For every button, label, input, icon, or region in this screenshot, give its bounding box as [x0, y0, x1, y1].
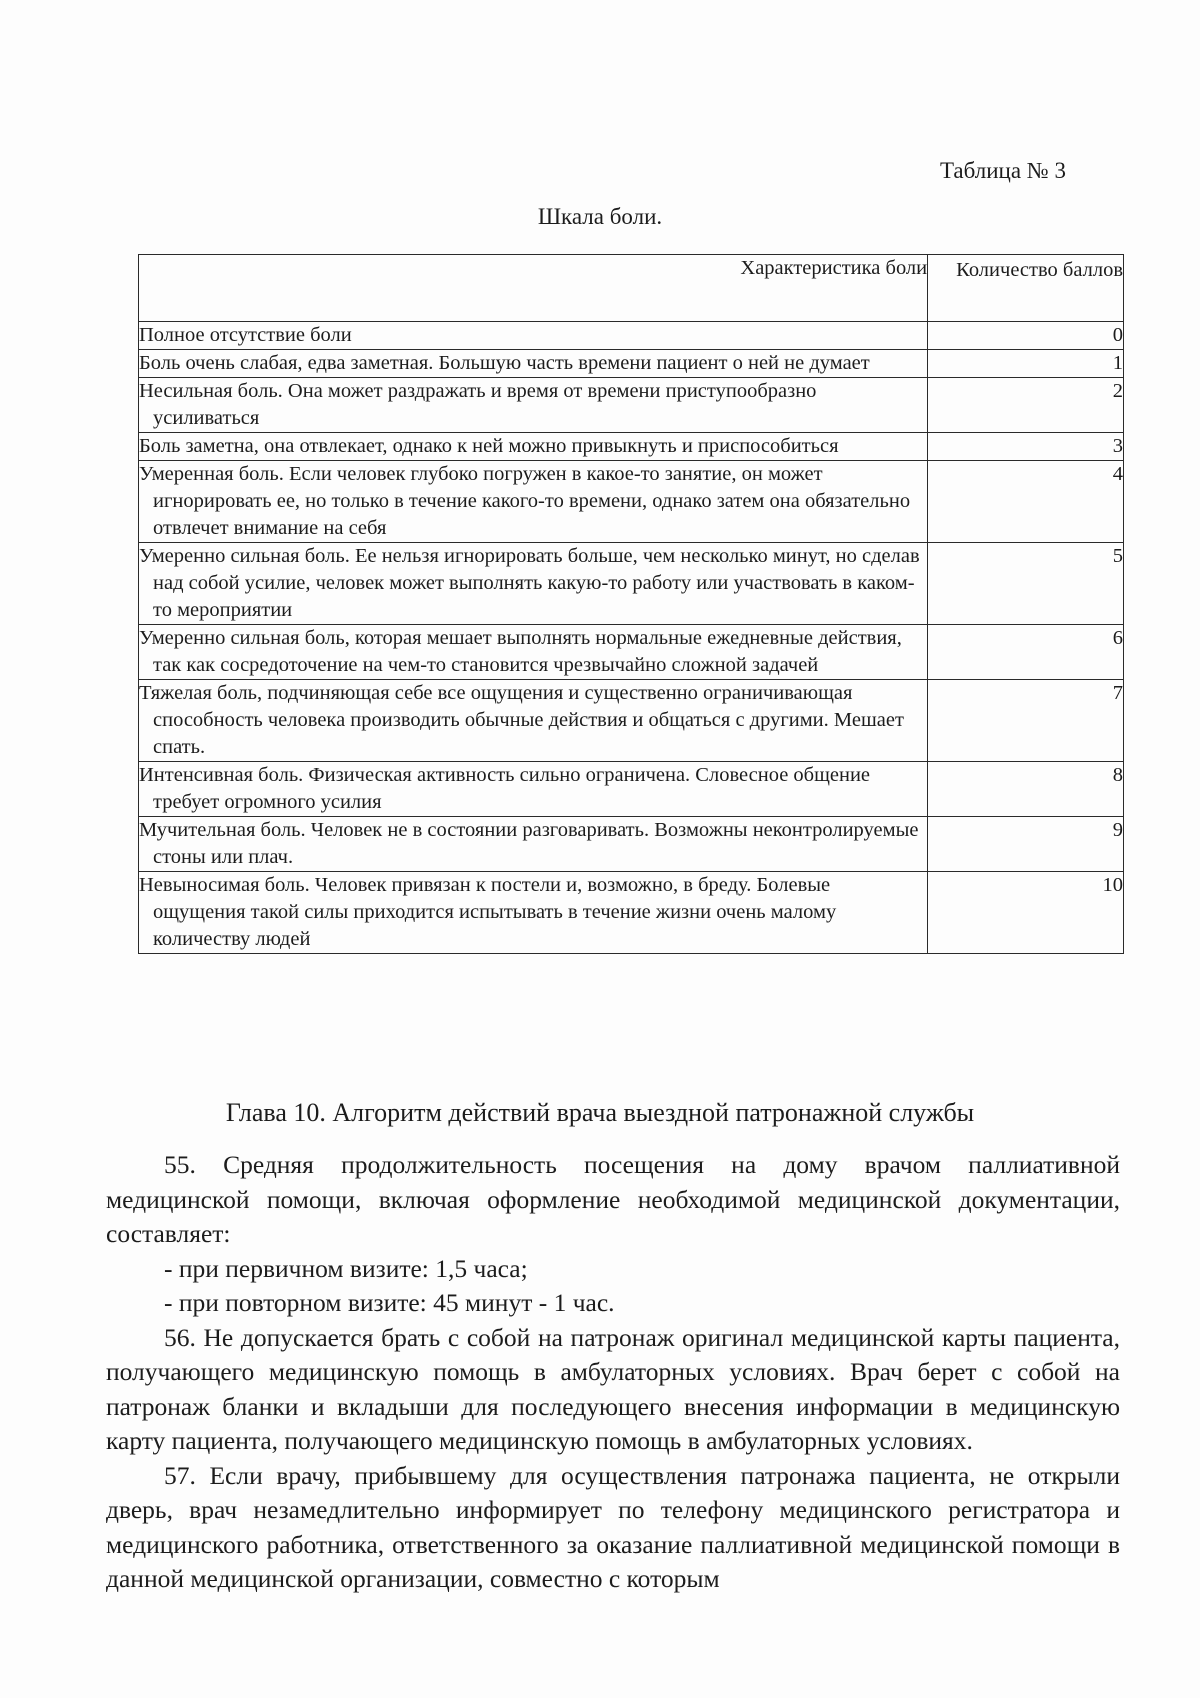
table-number: Таблица № 3 [939, 158, 1066, 183]
pain-description: Полное отсутствие боли [139, 324, 352, 346]
table-row [139, 322, 1124, 350]
list-item-repeat-visit: - при повторном визите: 45 минут - 1 час. [164, 1288, 615, 1317]
table-row [139, 872, 1124, 954]
pain-description-cell [139, 350, 928, 378]
table-row [139, 817, 1124, 872]
pain-description-cell [139, 872, 928, 954]
table-row [139, 350, 1124, 378]
pain-score: 0 [928, 322, 1124, 350]
pain-description-cell [139, 322, 928, 350]
paragraph-57: 57. Если врачу, прибывшему для осуществления патронажа пациента, не открыли дверь, врач незамедлительно информирует по телефону медицинского регистратора и медицинского работника, ответственного за оказание паллиативной медицинской помощи в данной медицинской организации, совместно с которым [106, 1460, 1120, 1593]
pain-description: Тяжелая боль, подчиняющая себе все ощущения и существенно ограничивающая способность человека производить обычные действия и общаться с другими. Мешает спать. [139, 682, 904, 758]
pain-description: Умеренная боль. Если человек глубоко погружен в какое-то занятие, он может игнорировать ее, но только в течение какого-то времени, однако затем она обязательно отвлечет внимание на себя [139, 463, 911, 539]
pain-description: Невыносимая боль. Человек привязан к постели и, возможно, в бреду. Болевые ощущения такой силы приходится испытывать в течение жизни очень малому количеству людей [139, 874, 837, 950]
chapter-heading: Глава 10. Алгоритм действий врача выездной патронажной службы [225, 1098, 975, 1127]
pain-score: 2 [928, 378, 1124, 433]
table-row [139, 461, 1124, 543]
table-row [139, 543, 1124, 625]
column-header-characteristic: Характеристика боли [139, 255, 928, 322]
pain-score: 5 [928, 543, 1124, 625]
pain-description-cell [139, 680, 928, 762]
pain-score: 8 [928, 762, 1124, 817]
pain-description: Умеренно сильная боль, которая мешает выполнять нормальные ежедневные действия, так как сосредоточение на чем-то становится чрезвычайно сложной задачей [139, 627, 902, 676]
pain-score: 6 [928, 625, 1124, 680]
pain-score: 1 [928, 350, 1124, 378]
table-row [139, 378, 1124, 433]
pain-description: Интенсивная боль. Физическая активность сильно ограничена. Словесное общение требует огромного усилия [139, 764, 871, 813]
pain-description-cell [139, 625, 928, 680]
list-item-first-visit: - при первичном визите: 1,5 часа; [164, 1253, 528, 1283]
pain-score: 4 [928, 461, 1124, 543]
table-row [139, 625, 1124, 680]
column-header-score: Количество баллов [928, 255, 1124, 322]
body-text [106, 1148, 1120, 1597]
paragraph-56: 56. Не допускается брать с собой на патронаж оригинал медицинской карты пациента, получающего медицинскую помощь в амбулаторных условиях. Врач берет с собой на патронаж бланки и вкладыши для последующего внесения информации в медицинскую карту пациента, получающего медицинскую помощь в амбулаторных условиях. [106, 1322, 1120, 1455]
pain-score: 9 [928, 817, 1124, 872]
pain-description-cell [139, 461, 928, 543]
pain-score: 7 [928, 680, 1124, 762]
table-header-row [139, 255, 1124, 322]
pain-description: Мучительная боль. Человек не в состоянии разговаривать. Возможны неконтролируемые стоны или плач. [139, 819, 919, 868]
pain-description-cell [139, 433, 928, 461]
pain-description-cell [139, 378, 928, 433]
pain-description: Умеренно сильная боль. Ее нельзя игнорировать больше, чем несколько минут, но сделав над собой усилие, человек может выполнять какую-то работу или участвовать в каком-то мероприятии [139, 545, 920, 621]
pain-description-cell [139, 762, 928, 817]
pain-description: Боль очень слабая, едва заметная. Большую часть времени пациент о ней не думает [139, 352, 870, 374]
table-title: Шкала боли. [537, 204, 663, 229]
pain-description-cell [139, 543, 928, 625]
table-row [139, 680, 1124, 762]
paragraph-55: 55. Средняя продолжительность посещения на дому врачом паллиативной медицинской помощи, включая оформление необходимой медицинской документации, составляет: [106, 1150, 1120, 1248]
pain-description: Несильная боль. Она может раздражать и время от времени приступообразно усиливаться [139, 380, 817, 429]
pain-description: Боль заметна, она отвлекает, однако к ней можно привыкнуть и приспособиться [139, 435, 839, 457]
pain-scale-table [138, 254, 1124, 954]
pain-score: 10 [928, 872, 1124, 954]
pain-description-cell [139, 817, 928, 872]
table-row [139, 433, 1124, 461]
table-row [139, 762, 1124, 817]
pain-score: 3 [928, 433, 1124, 461]
